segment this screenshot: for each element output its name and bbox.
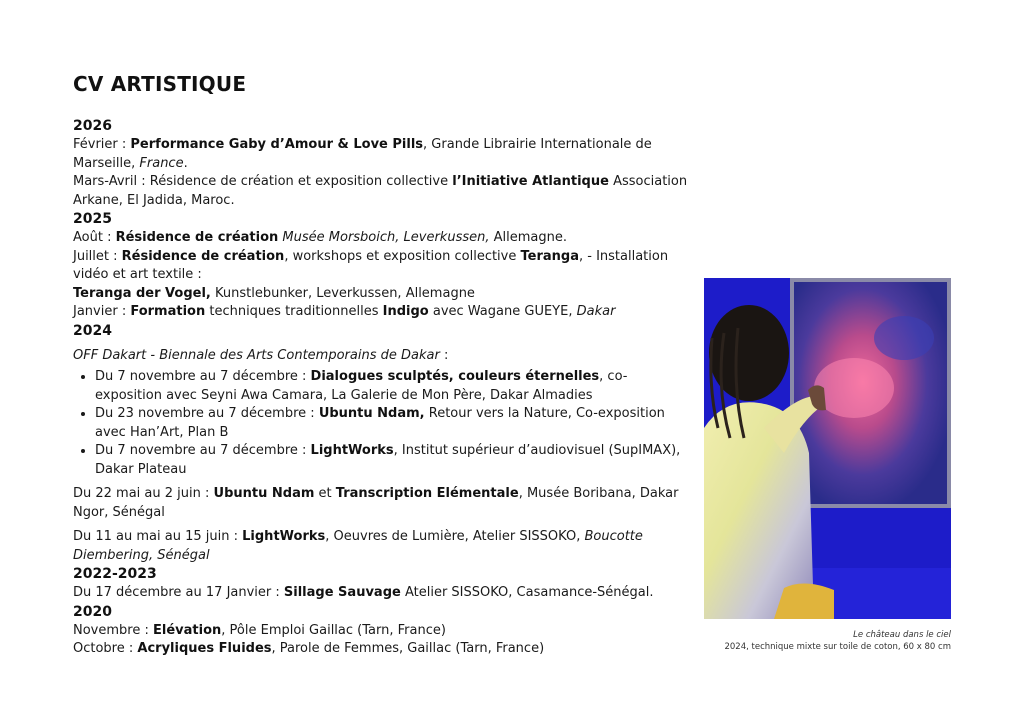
entry-text: et — [314, 486, 336, 501]
entry-2024-intro — [73, 347, 693, 366]
entry-text: , Musée Boribana, Dakar Ngor, Sénégal — [73, 486, 679, 520]
entry-text: Atelier SISSOKO, Casamance-Sénégal. — [400, 585, 654, 600]
entry-title: Transcription Elémentale — [335, 486, 519, 501]
entry-text: Association Arkane, El Jadida, Maroc. — [73, 174, 688, 208]
entry-place: Boucotte Diembering, Sénégal — [73, 529, 643, 563]
entry-date: Du 23 novembre au 7 décembre : — [95, 406, 319, 421]
entry-title: Elévation — [153, 622, 222, 638]
entry-title: Teranga — [520, 248, 579, 264]
entry-date: Du 11 au mai au 15 juin : — [73, 529, 243, 544]
entry-title: Performance Gaby d’Amour & Love Pills — [130, 137, 424, 152]
list-item — [95, 442, 693, 479]
entry-date: Novembre : — [73, 622, 153, 638]
entry-text: techniques traditionnelles — [205, 304, 383, 319]
entry-2020-oct — [73, 640, 693, 659]
entry-text: , co-exposition avec Seyni Awa Camara, La Galerie de Mon Père, Dakar Almadies — [95, 369, 628, 403]
entry-text: , Grande Librairie Internationale de Marseille, — [73, 137, 652, 171]
page-title: CV ARTISTIQUE — [73, 72, 247, 96]
entry-date: Juillet : — [73, 248, 122, 264]
entry-date: Août : — [73, 230, 116, 245]
entry-title: LightWorks — [310, 443, 394, 458]
entry-2025-jul — [73, 248, 693, 285]
entry-2025-aug — [73, 229, 693, 248]
year-heading-2026: 2026 — [73, 118, 112, 134]
entry-text: , - Installation vidéo et art textile : — [73, 248, 669, 282]
artwork-details: 2024, technique mixte sur toile de coton, 60 x 80 cm — [724, 642, 951, 652]
entry-text: : — [439, 347, 449, 363]
entry-2022-dec — [73, 584, 693, 603]
entry-text: . — [183, 155, 188, 171]
entry-title: LightWorks — [242, 529, 326, 544]
entry-2025-jan — [73, 303, 693, 322]
entry-date: Janvier : — [73, 304, 131, 319]
entry-date: Du 7 novembre au 7 décembre : — [95, 443, 311, 458]
year-heading-2022-2023: 2022-2023 — [73, 566, 157, 582]
list-item — [95, 368, 693, 405]
artwork-illustration — [704, 278, 951, 619]
entry-text: , Pôle Emploi Gaillac (Tarn, France) — [221, 622, 446, 638]
entry-date: Du 7 novembre au 7 décembre : — [95, 369, 311, 384]
entry-text: , Parole de Femmes, Gaillac (Tarn, France) — [271, 641, 545, 656]
entry-date: Février : — [73, 137, 131, 152]
entry-2024-may — [73, 485, 693, 522]
entry-title: Ubuntu Ndam, — [318, 406, 425, 421]
entry-date: Du 22 mai au 2 juin : — [73, 486, 214, 501]
entry-title: l’Initiative Atlantique — [452, 174, 609, 189]
artwork-title: Le château dans le ciel — [853, 630, 951, 640]
entry-2024-may-jun — [73, 528, 693, 565]
entry-text: , Institut supérieur d’audiovisuel (SupIMAX), Dakar Plateau — [95, 443, 681, 477]
cv-content — [73, 117, 693, 659]
entry-title: Ubuntu Ndam — [213, 486, 315, 501]
entry-text: Mars-Avril : Résidence de création et exposition collective — [73, 174, 453, 189]
year-heading-2020: 2020 — [73, 603, 112, 620]
entry-date: Octobre : — [73, 641, 138, 656]
painting-pink-cloud — [814, 358, 894, 418]
entry-title: Résidence de création — [121, 248, 285, 264]
entry-text: , Oeuvres de Lumière, Atelier SISSOKO, — [325, 529, 585, 544]
entry-2026-mar-apr — [73, 173, 693, 210]
entry-text: Kunstlebunker, Leverkussen, Allemagne — [210, 285, 475, 301]
event-name: OFF Dakart - Biennale des Arts Contemporains de Dakar — [73, 347, 440, 363]
list-item — [95, 405, 693, 442]
entry-title: Résidence de création — [115, 230, 279, 245]
entry-place: Musée Morsboich, Leverkussen, — [278, 230, 490, 245]
entry-2020-nov — [73, 622, 693, 641]
artwork-photo — [704, 278, 951, 619]
entry-title: Formation — [130, 304, 206, 319]
entry-title: Indigo — [382, 304, 429, 319]
entry-text: , workshops et exposition collective — [284, 248, 521, 264]
year-heading-2025: 2025 — [73, 211, 112, 227]
artwork-caption — [724, 629, 951, 653]
entry-2025-jul-cont — [73, 285, 693, 304]
entry-title: Sillage Sauvage — [283, 585, 401, 600]
entry-2026-feb — [73, 136, 693, 173]
entry-title: Acryliques Fluides — [137, 641, 272, 656]
year-heading-2024: 2024 — [73, 322, 112, 339]
entry-text: avec Wagane GUEYE, — [428, 304, 577, 319]
entry-title: Teranga der Vogel, — [73, 285, 211, 301]
entry-text: Allemagne. — [489, 230, 567, 245]
entry-text: Retour vers la Nature, Co-exposition avec Han’Art, Plan B — [95, 406, 665, 440]
entry-date: Du 17 décembre au 17 Janvier : — [73, 585, 284, 600]
entry-title: Dialogues sculptés, couleurs éternelles — [310, 369, 600, 384]
entry-place: France — [139, 155, 184, 171]
event-list — [73, 368, 693, 479]
entry-place: Dakar — [576, 304, 616, 319]
painting-blue-patch — [874, 316, 934, 360]
